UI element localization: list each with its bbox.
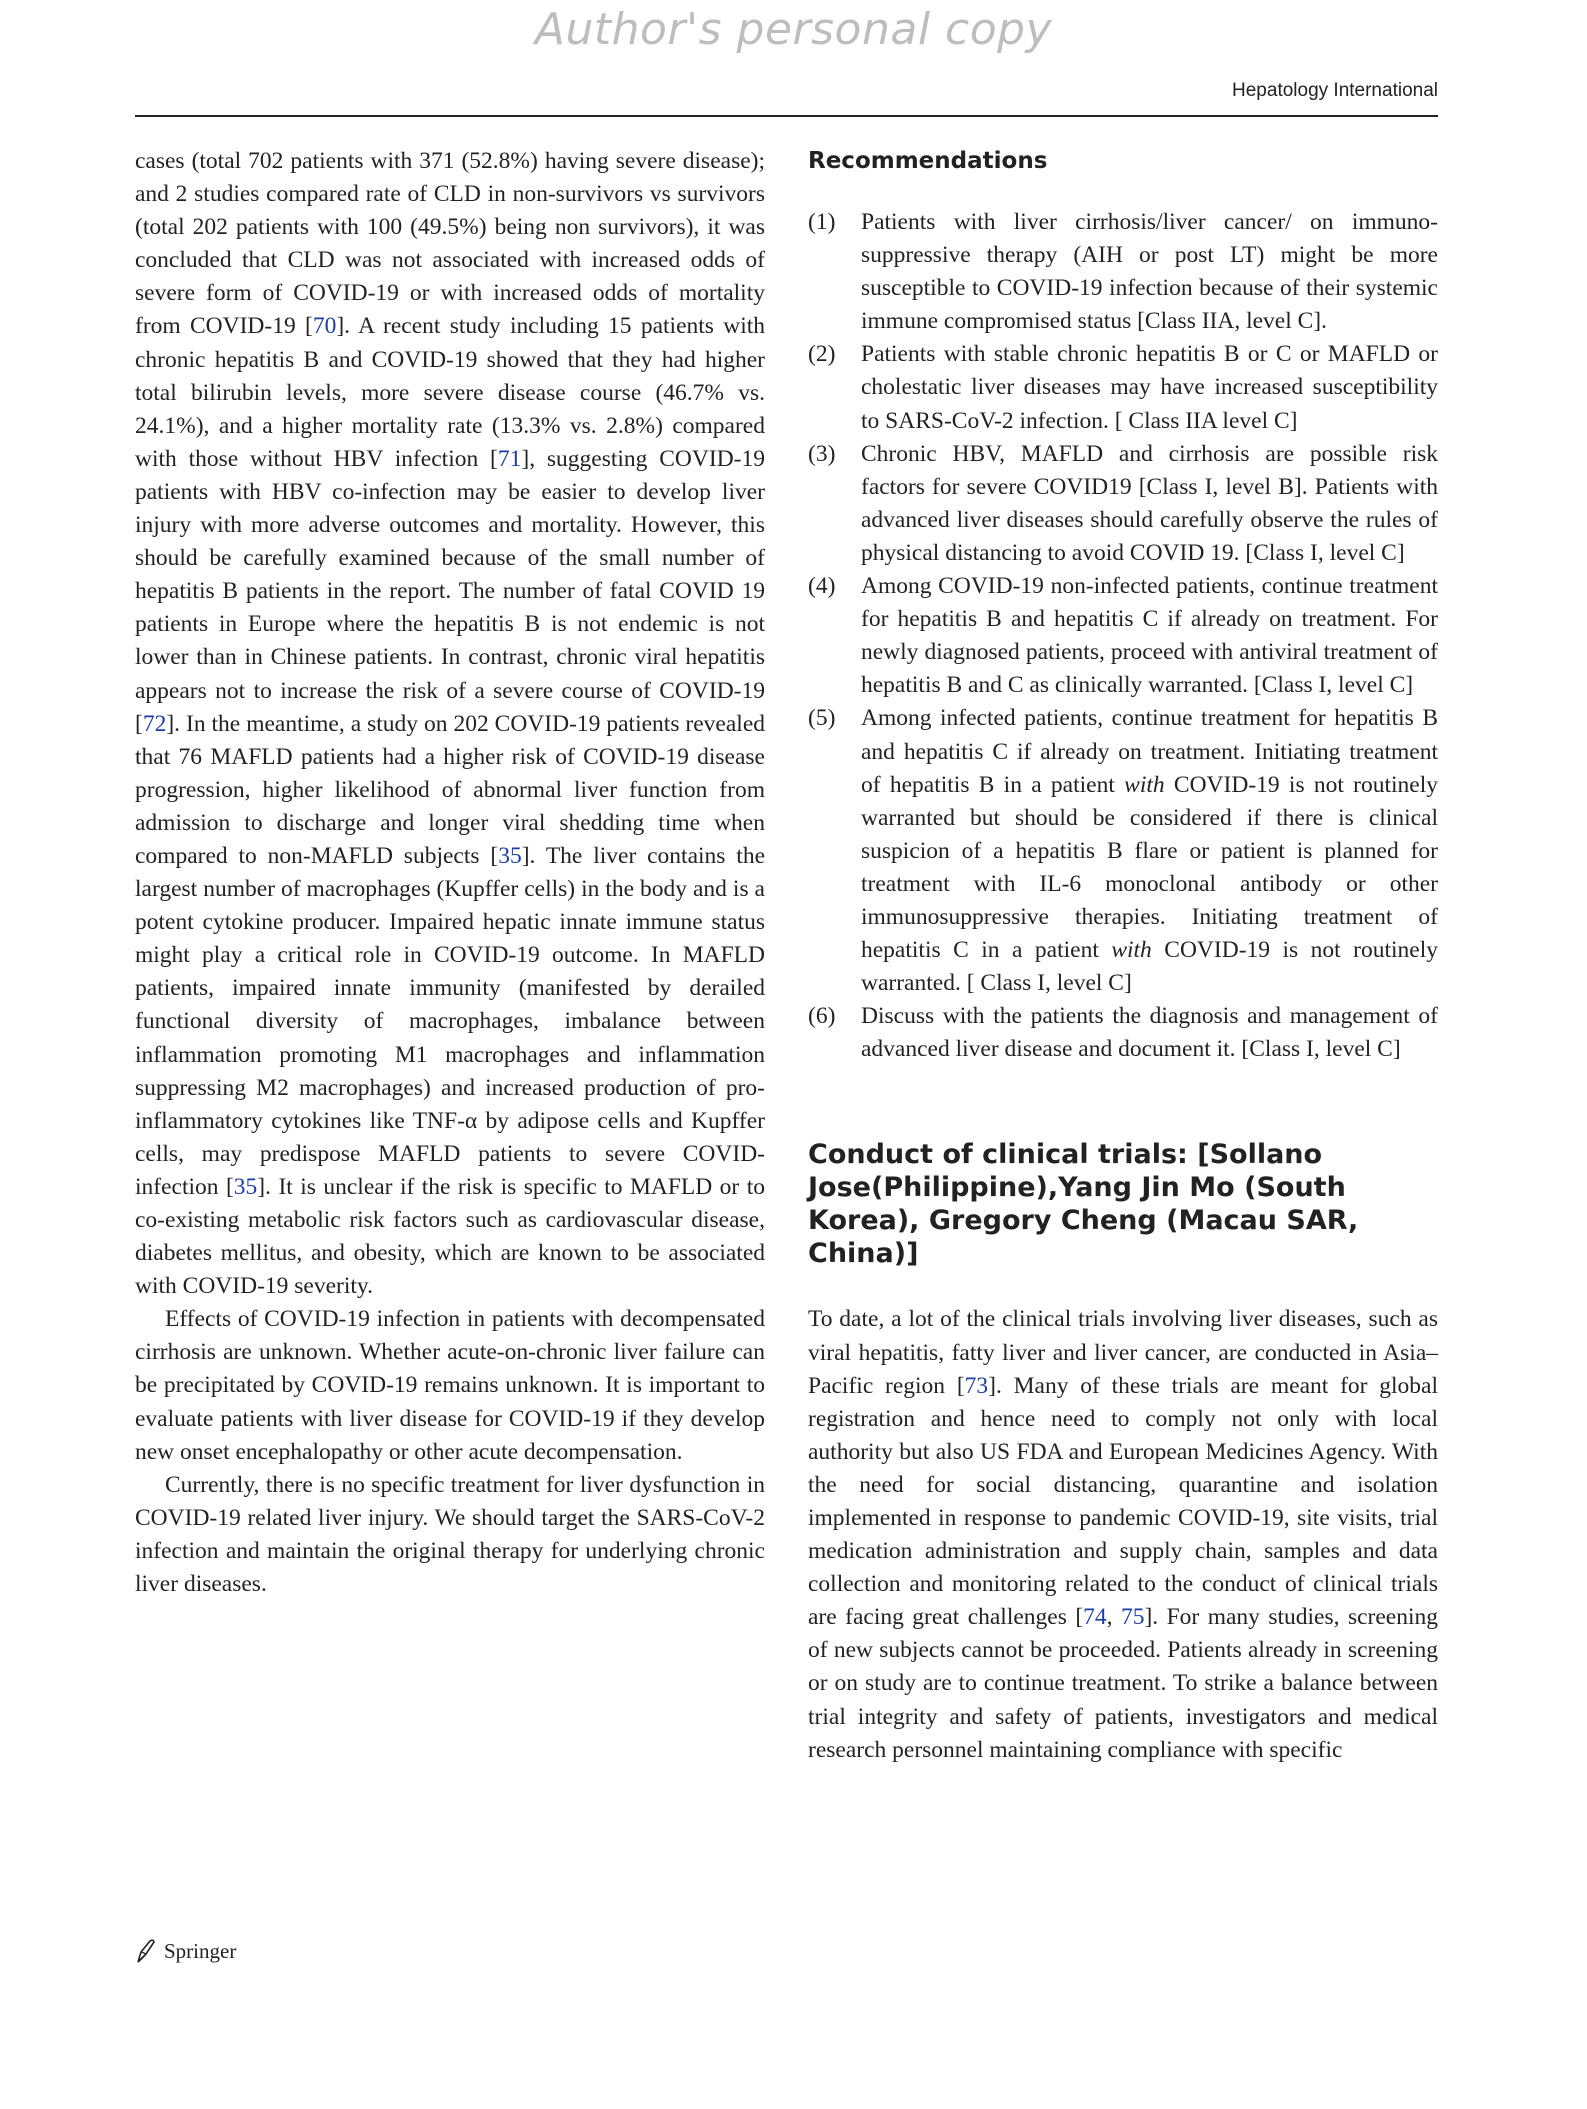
- recommendation-item: (6) Discuss with the patients the diagnosis and management of advanced liver disease and document it. [Class I, level C]: [808, 1000, 1438, 1066]
- item-number: (4): [808, 573, 836, 600]
- body-paragraph-3: Currently, there is no specific treatment for liver dysfunction in COVID-19 related liver injury. We should target the SARS-CoV-2 infection and maintain the original therapy for underlying chronic liver diseases.: [135, 1471, 765, 1598]
- right-column: [808, 145, 1438, 1767]
- section-heading: Conduct of clinical trials: [Sollano Jose(Philippine),Yang Jin Mo (South Korea), Gregory Cheng (Macau SAR, China)]: [808, 1139, 1359, 1270]
- item-number: (3): [808, 440, 836, 467]
- watermark: Author's personal copy: [534, 4, 1053, 55]
- recommendation-item: (4) Among COVID-19 non-infected patients, continue treatment for hepatitis B and hepatitis C if already on treatment. For newly diagnosed patients, proceed with antiviral treatment of hepatitis B and C as clinically warranted. [Class I, level C]: [808, 570, 1438, 702]
- recommendation-item: (1) Patients with liver cirrhosis/liver cancer/ on immunosuppressive therapy (AIH or post LT) might be more susceptible to COVID-19 infection because of their systemic immune compromised status [Class IIA, level C].: [808, 206, 1438, 338]
- citation-link[interactable]: 71: [497, 445, 522, 472]
- citation-link[interactable]: 72: [142, 710, 167, 737]
- springer-logo-icon: [135, 1938, 157, 1964]
- item-number: (6): [808, 1003, 836, 1030]
- citation-link[interactable]: 74: [1083, 1604, 1107, 1631]
- header-rule: [135, 115, 1438, 117]
- citation-link[interactable]: 73: [964, 1372, 989, 1399]
- item-number: (2): [808, 341, 836, 368]
- citation-link[interactable]: 35: [233, 1173, 258, 1200]
- citation-link[interactable]: 70: [312, 313, 337, 340]
- item-number: (5): [808, 705, 836, 732]
- left-column: [135, 145, 765, 1601]
- journal-name: Hepatology International: [1232, 80, 1438, 101]
- body-paragraph-1: cases (total 702 patients with 371 (52.8%) having severe disease); and 2 studies compared rate of CLD in non-survivors vs survivors (total 202 patients with 100 (49.5%) being non survivors), it was concluded that CLD was not associated with increased odds of severe form of COVID-19 or with increased odds of mortality from COVID-19 [70]. A recent study including 15 patients with chronic hepatitis B and COVID-19 showed that they had higher total bilirubin levels, more severe disease course (46.7% vs. 24.1%), and a higher mortality rate (13.3% vs. 2.8%) compared with those without HBV infection [71], suggesting COVID-19 patients with HBV co-infection may be easier to develop liver injury with more adverse outcomes and mortality. However, this should be carefully examined because of the small number of hepatitis B patients in the report. The number of fatal COVID 19 patients in Europe where the hepatitis B is not endemic is not lower than in Chinese patients. In contrast, chronic viral hepatitis appears not to increase the risk of a severe course of COVID-19 [72]. In the meantime, a study on 202 COVID-19 patients revealed that 76 MAFLD patients had a higher risk of COVID-19 disease progression, higher likelihood of abnormal liver function from admission to discharge and longer viral shedding time when compared to non-MAFLD subjects [35]. The liver contains the largest number of macrophages (Kupffer cells) in the body and is a potent cytokine producer. Impaired hepatic innate immune status might play a critical role in COVID-19 outcome. In MAFLD patients, impaired innate immunity (manifested by derailed functional diversity of macrophages, imbalance between inflammation promoting M1 macrophages and inflammation suppressing M2 macrophages) and increased production of pro-inflammatory cytokines like TNF-α by adipose cells and Kupffer cells, may predispose MAFLD patients to severe COVID-infection [35]. It is unclear if the risk is specific to MAFLD or to co-existing metabolic risk factors such as cardiovascular disease, diabetes mellitus, and obesity, which are known to be associated with COVID-19 severity.: [135, 148, 766, 1300]
- recommendations-heading: Recommendations: [808, 148, 1048, 174]
- recommendations-list: [808, 206, 1438, 1066]
- publisher-name: Springer: [164, 1938, 237, 1963]
- recommendation-item: (3) Chronic HBV, MAFLD and cirrhosis are possible risk factors for severe COVID19 [Class I, level B]. Patients with advanced liver diseases should carefully observe the rules of physical distancing to avoid COVID 19. [Class I, level C]: [808, 438, 1438, 570]
- item-number: (1): [808, 209, 836, 235]
- recommendation-item: (5) Among infected patients, continue treatment for hepatitis B and hepatitis C if already on treatment. Initiating treatment of hepatitis B in a patient with COVID-19 is not routinely warranted but should be considered if there is clinical suspicion of a hepatitis B flare or patient is planned for treatment with IL-6 monoclonal antibody or other immunosuppressive therapies. Initiating treatment of hepatitis C in a patient with COVID-19 is not routinely warranted. [ Class I, level C]: [808, 702, 1438, 1000]
- body-paragraph-4: To date, a lot of the clinical trials involving liver diseases, such as viral hepatitis, fatty liver and liver cancer, are conducted in Asia–Pacific region [73]. Many of these trials are meant for global registration and hence need to comply not only with local authority but also US FDA and European Medicines Agency. With the need for social distancing, quarantine and isolation implemented in response to pandemic COVID-19, site visits, trial medication administration and supply chain, samples and data collection and monitoring related to the conduct of clinical trials are facing great challenges [74, 75]. For many studies, screening of new subjects cannot be proceeded. Patients already in screening or on study are to continue treatment. To strike a balance between trial integrity and safety of patients, investigators and medical research personnel maintaining compliance with specific: [808, 1306, 1439, 1763]
- body-paragraph-2: Effects of COVID-19 infection in patients with decompensated cirrhosis are unknown. Whether acute-on-chronic liver failure can be precipitated by COVID-19 remains unknown. It is important to evaluate patients with liver disease for COVID-19 if they develop new onset encephalopathy or other acute decompensation.: [135, 1306, 765, 1465]
- citation-link[interactable]: 35: [498, 842, 522, 869]
- citation-link[interactable]: 75: [1120, 1604, 1145, 1631]
- footer: [135, 1938, 236, 1964]
- recommendation-item: (2) Patients with stable chronic hepatitis B or C or MAFLD or cholestatic liver diseases may have increased susceptibility to SARS-CoV-2 infection. [ Class IIA level C]: [808, 338, 1438, 437]
